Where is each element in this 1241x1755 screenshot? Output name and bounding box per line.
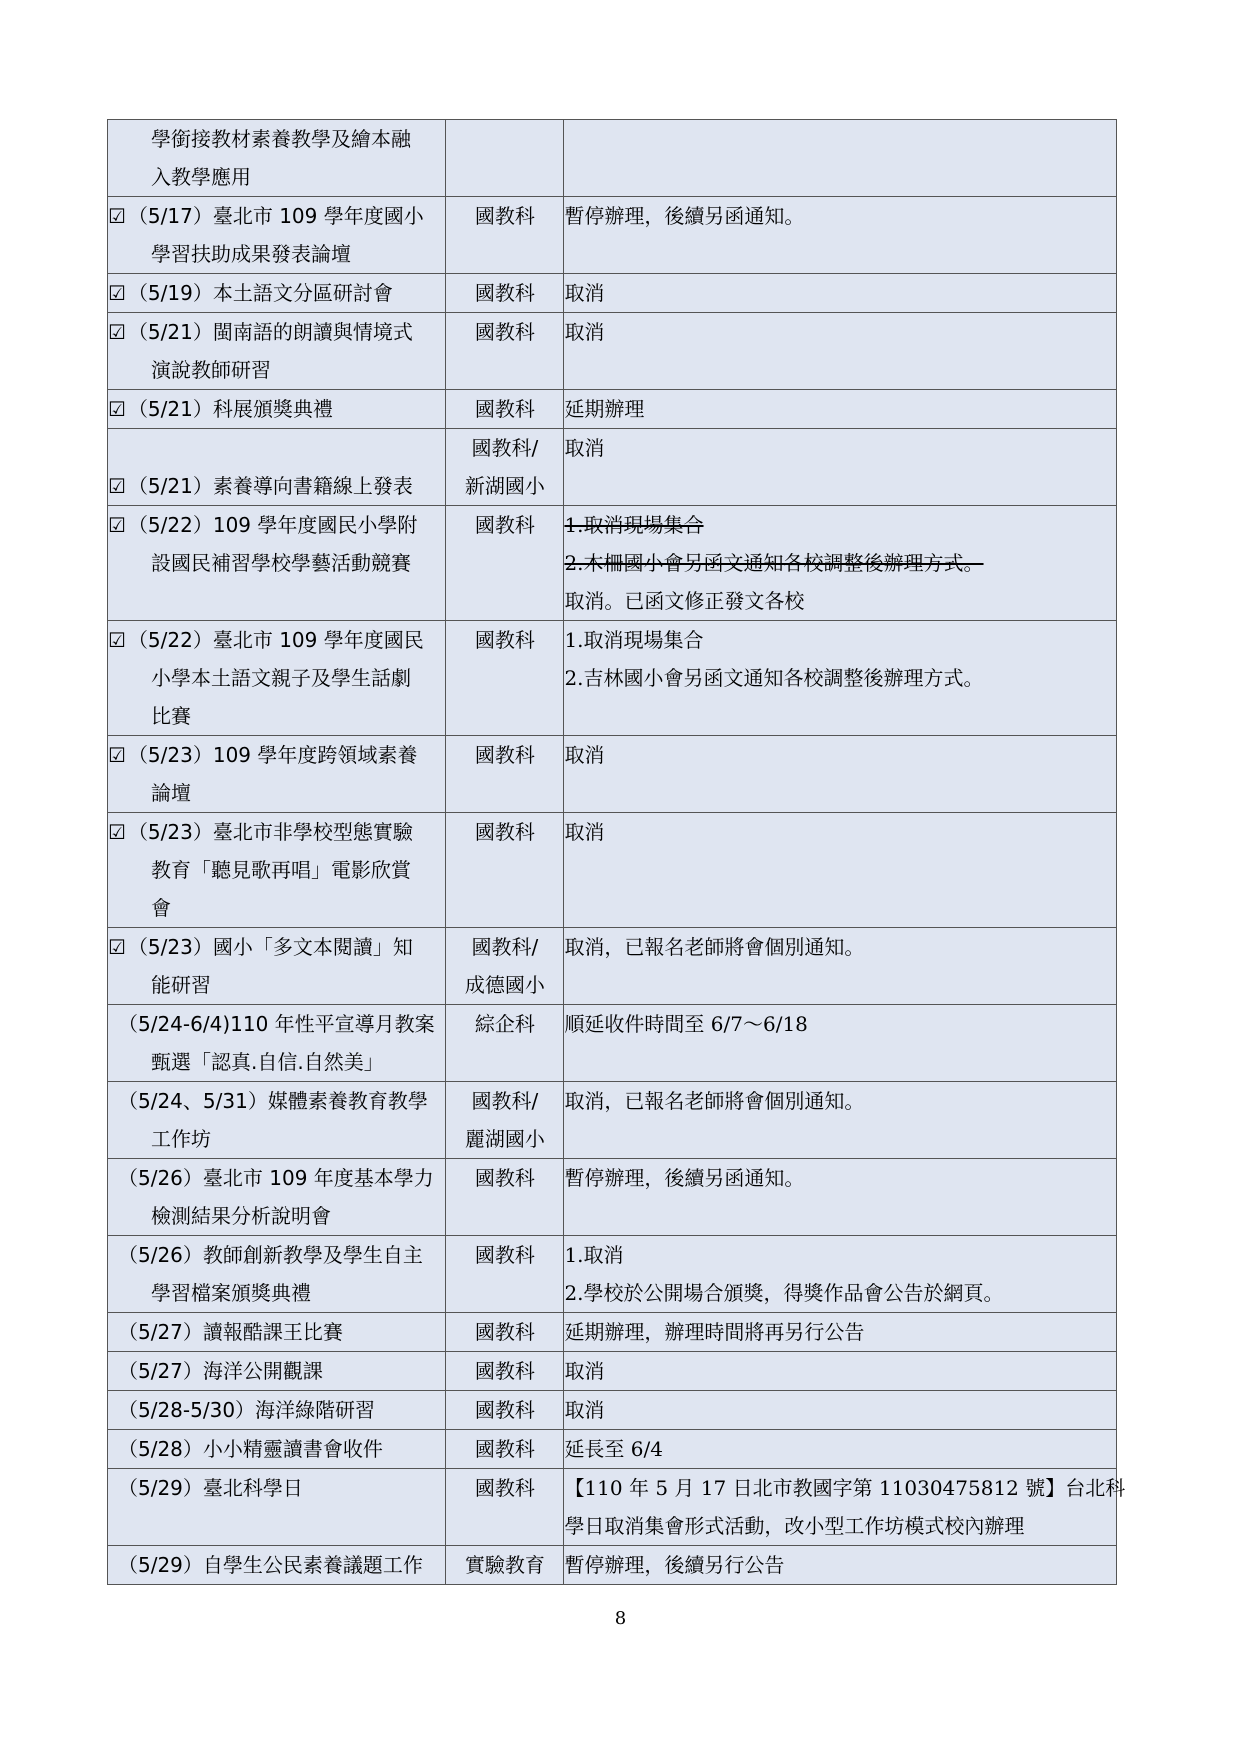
event-text: （5/28）小小精靈讀書會收件 bbox=[118, 1437, 383, 1461]
event-text: （5/26）臺北市 109 年度基本學力 bbox=[118, 1166, 434, 1190]
unit-cell bbox=[446, 390, 564, 429]
table-row bbox=[108, 274, 1117, 313]
unit-text: 國教科 bbox=[474, 320, 535, 344]
unit-text: 成德國小 bbox=[464, 973, 545, 997]
status-cell bbox=[564, 197, 1117, 274]
event-cell bbox=[108, 506, 446, 621]
event-text: 演說教師研習 bbox=[151, 358, 271, 382]
status-text: 延期辦理，辦理時間將再另行公告 bbox=[564, 1320, 865, 1344]
event-cell bbox=[108, 197, 446, 274]
table-row bbox=[108, 197, 1117, 274]
status-text: 暫停辦理，後續另行公告 bbox=[564, 1553, 785, 1577]
unit-text: 綜企科 bbox=[474, 1012, 535, 1036]
event-text: （5/19）本土語文分區研討會 bbox=[127, 281, 393, 305]
unit-cell bbox=[446, 1159, 564, 1236]
status-cell bbox=[564, 429, 1117, 506]
event-cell bbox=[108, 1469, 446, 1546]
status-text: 取消 bbox=[564, 320, 605, 344]
status-text: 取消。已函文修正發文各校 bbox=[564, 589, 805, 613]
unit-cell bbox=[446, 1546, 564, 1585]
event-text: 設國民補習學校學藝活動競賽 bbox=[151, 551, 411, 575]
status-text: 取消 bbox=[564, 1359, 605, 1383]
table-row bbox=[108, 313, 1117, 390]
unit-text: 國教科/ bbox=[471, 935, 539, 959]
table-row bbox=[108, 736, 1117, 813]
unit-text: 國教科 bbox=[474, 628, 535, 652]
unit-cell bbox=[446, 197, 564, 274]
unit-text: 麗湖國小 bbox=[464, 1127, 545, 1151]
status-cell bbox=[564, 1391, 1117, 1430]
table-row bbox=[108, 429, 1117, 506]
event-text: （5/24、5/31）媒體素養教育教學 bbox=[118, 1089, 428, 1113]
event-cell bbox=[108, 621, 446, 736]
table-row bbox=[108, 1236, 1117, 1313]
unit-text: 國教科 bbox=[474, 1359, 535, 1383]
event-text: 工作坊 bbox=[151, 1127, 211, 1151]
table-row bbox=[108, 1159, 1117, 1236]
event-text: 比賽 bbox=[151, 704, 191, 728]
status-text: 學日取消集會形式活動，改小型工作坊模式校內辦理 bbox=[564, 1514, 1025, 1538]
unit-text: 國教科/ bbox=[471, 436, 539, 460]
table-row bbox=[108, 1005, 1117, 1082]
unit-cell bbox=[446, 1005, 564, 1082]
status-text: 取消，已報名老師將會個別通知。 bbox=[564, 935, 865, 959]
status-cell bbox=[564, 1313, 1117, 1352]
status-cell bbox=[564, 1159, 1117, 1236]
table-row bbox=[108, 1469, 1117, 1546]
status-text: 2.吉林國小會另函文通知各校調整後辦理方式。 bbox=[564, 666, 984, 690]
unit-cell bbox=[446, 429, 564, 506]
table-row bbox=[108, 1430, 1117, 1469]
event-text: （5/27）海洋公開觀課 bbox=[118, 1359, 323, 1383]
unit-cell bbox=[446, 1313, 564, 1352]
status-text: 1.取消現場集合 bbox=[564, 628, 704, 652]
status-text: 順延收件時間至 6/7～6/18 bbox=[564, 1012, 808, 1036]
table-row bbox=[108, 1546, 1117, 1585]
status-cell bbox=[564, 506, 1117, 621]
status-text: 取消 bbox=[564, 281, 605, 305]
table-row bbox=[108, 506, 1117, 621]
event-text: （5/22）臺北市 109 學年度國民 bbox=[127, 628, 424, 652]
unit-text: 國教科 bbox=[474, 204, 535, 228]
unit-cell bbox=[446, 313, 564, 390]
event-text: （5/17）臺北市 109 學年度國小 bbox=[127, 204, 424, 228]
event-cell bbox=[108, 1236, 446, 1313]
event-text: （5/24-6/4)110 年性平宣導月教案 bbox=[118, 1012, 435, 1036]
unit-text: 國教科 bbox=[474, 1320, 535, 1344]
event-cell bbox=[108, 928, 446, 1005]
event-text: （5/29）自學生公民素養議題工作 bbox=[118, 1553, 423, 1577]
event-text: （5/21）素養導向書籍線上發表 bbox=[127, 474, 413, 498]
status-text: 取消 bbox=[564, 743, 605, 767]
unit-cell bbox=[446, 506, 564, 621]
status-text: 1.取消 bbox=[564, 1243, 624, 1267]
unit-cell bbox=[446, 1391, 564, 1430]
table-row bbox=[108, 390, 1117, 429]
event-text: 學習檔案頒獎典禮 bbox=[151, 1281, 311, 1305]
unit-cell bbox=[446, 274, 564, 313]
checkbox-checked-icon: ☑ bbox=[108, 743, 126, 767]
status-cell bbox=[564, 1005, 1117, 1082]
unit-text: 國教科 bbox=[474, 743, 535, 767]
status-text: 取消 bbox=[564, 1398, 605, 1422]
table-row bbox=[108, 928, 1117, 1005]
status-cell bbox=[564, 120, 1117, 197]
table-row bbox=[108, 813, 1117, 928]
status-cell bbox=[564, 1352, 1117, 1391]
status-cell bbox=[564, 928, 1117, 1005]
checkbox-checked-icon: ☑ bbox=[108, 513, 126, 537]
event-text: 論壇 bbox=[151, 781, 191, 805]
event-cell bbox=[108, 1159, 446, 1236]
status-text: 暫停辦理，後續另函通知。 bbox=[564, 204, 805, 228]
status-text: 取消，已報名老師將會個別通知。 bbox=[564, 1089, 865, 1113]
event-cell bbox=[108, 120, 446, 197]
unit-cell bbox=[446, 813, 564, 928]
status-text: 2.學校於公開場合頒獎，得獎作品會公告於網頁。 bbox=[564, 1281, 1004, 1305]
unit-text: 國教科 bbox=[474, 397, 535, 421]
unit-text: 國教科 bbox=[474, 1476, 535, 1500]
status-cell bbox=[564, 621, 1117, 736]
event-cell bbox=[108, 1546, 446, 1585]
unit-cell bbox=[446, 928, 564, 1005]
status-cell bbox=[564, 1469, 1126, 1546]
checkbox-checked-icon: ☑ bbox=[108, 628, 126, 652]
unit-cell bbox=[446, 120, 564, 197]
unit-cell bbox=[446, 736, 564, 813]
checkbox-checked-icon: ☑ bbox=[108, 204, 126, 228]
status-text: 延長至 6/4 bbox=[564, 1437, 663, 1461]
event-text: 會 bbox=[151, 896, 171, 920]
page-number: 8 bbox=[614, 1608, 627, 1629]
unit-text: 國教科 bbox=[474, 820, 535, 844]
checkbox-checked-icon: ☑ bbox=[108, 820, 126, 844]
table-row bbox=[108, 120, 1117, 197]
table-row bbox=[108, 1082, 1117, 1159]
unit-text: 國教科 bbox=[474, 1437, 535, 1461]
unit-cell bbox=[446, 1469, 564, 1546]
status-text: 延期辦理 bbox=[564, 397, 645, 421]
unit-text: 國教科 bbox=[474, 281, 535, 305]
event-text: 教育「聽見歌再唱」電影欣賞 bbox=[151, 858, 411, 882]
status-cell bbox=[564, 1236, 1117, 1313]
activity-table bbox=[107, 119, 1126, 1585]
checkbox-checked-icon: ☑ bbox=[108, 320, 126, 344]
status-text: 1.取消現場集合 bbox=[564, 513, 704, 537]
event-cell bbox=[108, 1352, 446, 1391]
unit-cell bbox=[446, 621, 564, 736]
status-cell bbox=[564, 274, 1117, 313]
checkbox-checked-icon: ☑ bbox=[108, 474, 126, 498]
unit-text: 國教科 bbox=[474, 513, 535, 537]
table-body bbox=[108, 120, 1126, 1585]
event-text: （5/23）109 學年度跨領域素養 bbox=[127, 743, 418, 767]
event-text: 學銜接教材素養教學及繪本融 bbox=[151, 127, 411, 151]
unit-text: 國教科/ bbox=[471, 1089, 539, 1113]
event-text: （5/27）讀報酷課王比賽 bbox=[118, 1320, 343, 1344]
checkbox-checked-icon: ☑ bbox=[108, 397, 126, 421]
unit-cell bbox=[446, 1352, 564, 1391]
event-text: （5/21）科展頒獎典禮 bbox=[127, 397, 333, 421]
status-cell bbox=[564, 390, 1117, 429]
event-text: 學習扶助成果發表論壇 bbox=[151, 242, 351, 266]
status-cell bbox=[564, 813, 1117, 928]
table-row bbox=[108, 621, 1117, 736]
event-text: （5/26）教師創新教學及學生自主 bbox=[118, 1243, 423, 1267]
unit-text: 國教科 bbox=[474, 1166, 535, 1190]
event-cell bbox=[108, 1391, 446, 1430]
event-text: （5/23）國小「多文本閱讀」知 bbox=[127, 935, 413, 959]
status-text: 暫停辦理，後續另函通知。 bbox=[564, 1166, 805, 1190]
table-row bbox=[108, 1391, 1117, 1430]
status-cell bbox=[564, 313, 1117, 390]
event-cell bbox=[108, 429, 446, 506]
event-text: （5/23）臺北市非學校型態實驗 bbox=[127, 820, 413, 844]
event-text: 入教學應用 bbox=[151, 165, 251, 189]
event-cell bbox=[108, 313, 446, 390]
event-text: 小學本土語文親子及學生話劇 bbox=[151, 666, 411, 690]
status-text: 取消 bbox=[564, 436, 605, 460]
event-cell bbox=[108, 1082, 446, 1159]
status-cell bbox=[564, 736, 1117, 813]
unit-text: 實驗教育 bbox=[464, 1553, 545, 1577]
event-text: 檢測結果分析說明會 bbox=[151, 1204, 331, 1228]
table-row bbox=[108, 1313, 1117, 1352]
status-text: 2.木柵國小會另函文通知各校調整後辦理方式。 bbox=[564, 551, 984, 575]
event-cell bbox=[108, 390, 446, 429]
event-cell bbox=[108, 736, 446, 813]
unit-cell bbox=[446, 1430, 564, 1469]
checkbox-checked-icon: ☑ bbox=[108, 935, 126, 959]
status-cell bbox=[564, 1546, 1117, 1585]
checkbox-checked-icon: ☑ bbox=[108, 281, 126, 305]
event-cell bbox=[108, 1313, 446, 1352]
unit-cell bbox=[446, 1082, 564, 1159]
event-text: （5/21）閩南語的朗讀與情境式 bbox=[127, 320, 413, 344]
table-row bbox=[108, 1352, 1117, 1391]
status-text: 【110 年 5 月 17 日北市教國字第 11030475812 號】台北科 bbox=[564, 1476, 1126, 1500]
status-text: 取消 bbox=[564, 820, 605, 844]
event-cell bbox=[108, 1005, 446, 1082]
unit-cell bbox=[446, 1236, 564, 1313]
status-cell bbox=[564, 1430, 1117, 1469]
event-text: （5/29）臺北科學日 bbox=[118, 1476, 303, 1500]
unit-text: 國教科 bbox=[474, 1243, 535, 1267]
unit-text: 國教科 bbox=[474, 1398, 535, 1422]
status-cell bbox=[564, 1082, 1117, 1159]
event-text: （5/28-5/30）海洋綠階研習 bbox=[118, 1398, 376, 1422]
event-cell bbox=[108, 813, 446, 928]
event-text: 甄選「認真.自信.自然美」 bbox=[151, 1050, 384, 1074]
event-text: （5/22）109 學年度國民小學附 bbox=[127, 513, 418, 537]
unit-text: 新湖國小 bbox=[464, 474, 545, 498]
event-cell bbox=[108, 274, 446, 313]
event-text: 能研習 bbox=[151, 973, 211, 997]
event-cell bbox=[108, 1430, 446, 1469]
